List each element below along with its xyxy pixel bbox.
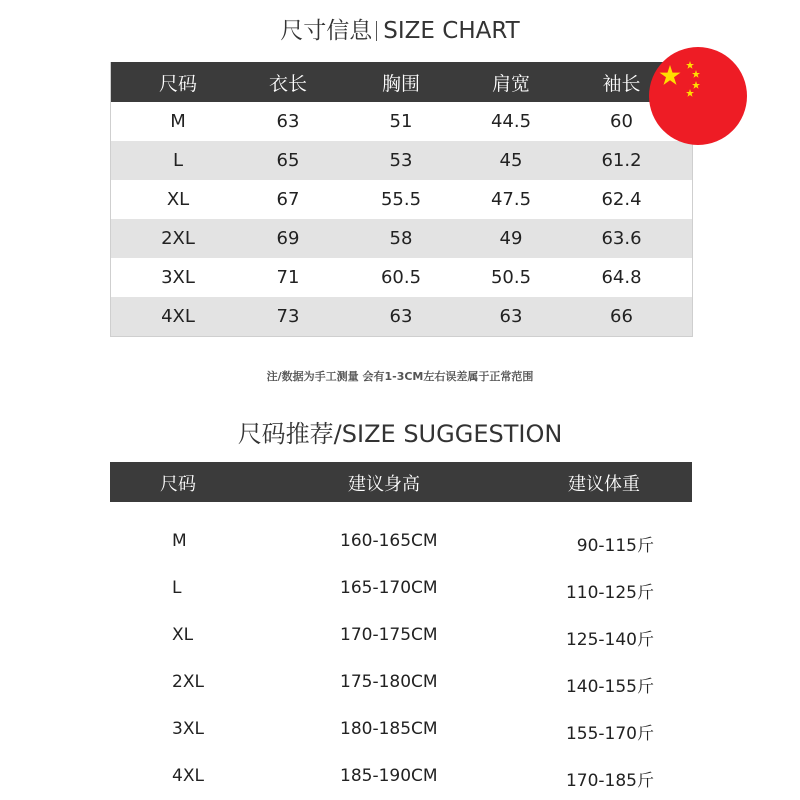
list-item (0, 766, 800, 796)
cell-sleeve: 66 (610, 306, 633, 327)
suggestion-height: 175-180CM (340, 672, 438, 692)
size-chart-title (0, 12, 800, 45)
suggestion-weight: 140-155斤 (565, 677, 654, 697)
table-row (111, 258, 692, 297)
cell-shoulder: 44.5 (490, 111, 532, 132)
list-item (0, 578, 800, 608)
list-item (0, 531, 800, 561)
cell-chest: 63 (389, 306, 413, 327)
suggestion-height: 160-165CM (340, 531, 438, 551)
cell-chest: 53 (389, 150, 413, 171)
suggestion-header-row (110, 462, 692, 502)
cell-size: L (172, 150, 184, 171)
table-row (111, 180, 692, 219)
cell-length: 67 (276, 189, 300, 210)
cell-chest: 51 (389, 111, 413, 132)
cell-length: 63 (276, 111, 300, 132)
title-divider (376, 21, 377, 41)
size-chart-header-row (111, 62, 692, 102)
list-item (0, 672, 800, 702)
header-size: 尺码 (158, 72, 197, 95)
header-height: 建议身高 (348, 474, 420, 495)
cell-shoulder: 45 (499, 150, 523, 171)
header-size: 尺码 (160, 474, 196, 495)
header-chest: 胸围 (381, 72, 420, 95)
measurement-note: 注/数据为手工测量 会有1-3CM左右误差属于正常范围 (266, 370, 534, 383)
cell-chest: 58 (389, 228, 413, 249)
size-suggestion-title: 尺码推荐/SIZE SUGGESTION (237, 420, 563, 448)
cell-sleeve: 62.4 (601, 189, 642, 210)
cell-sleeve: 63.6 (601, 228, 642, 249)
header-weight: 建议体重 (568, 474, 640, 495)
suggestion-size: L (172, 578, 182, 598)
suggestion-size: 4XL (172, 766, 204, 786)
suggestion-weight: 90-115斤 (576, 536, 654, 556)
cell-size: 2XL (161, 228, 195, 249)
table-row (111, 141, 692, 180)
cell-length: 65 (276, 150, 300, 171)
suggestion-height: 180-185CM (340, 719, 438, 739)
cell-size: M (170, 111, 186, 132)
cell-shoulder: 63 (499, 306, 523, 327)
cell-shoulder: 49 (499, 228, 523, 249)
cell-sleeve: 60 (610, 111, 633, 132)
table-row (111, 102, 692, 141)
suggestion-size: 3XL (172, 719, 204, 739)
size-chart-table (110, 62, 693, 337)
cell-shoulder: 47.5 (490, 189, 532, 210)
suggestion-size: M (172, 531, 187, 551)
cell-size: 4XL (161, 306, 195, 327)
table-row (111, 219, 692, 258)
cell-length: 71 (276, 267, 300, 288)
cell-shoulder: 50.5 (490, 267, 532, 288)
cell-length: 73 (276, 306, 300, 327)
suggestion-weight: 110-125斤 (565, 583, 654, 603)
list-item (0, 625, 800, 655)
list-item (0, 719, 800, 749)
suggestion-height: 185-190CM (340, 766, 438, 786)
cell-length: 69 (276, 228, 300, 249)
table-row (111, 297, 692, 336)
header-length: 衣长 (268, 72, 307, 95)
cell-chest: 60.5 (380, 267, 422, 288)
china-flag-icon (649, 47, 747, 145)
suggestion-weight: 170-185斤 (565, 771, 654, 791)
cell-size: XL (166, 189, 190, 210)
cell-sleeve: 61.2 (601, 150, 642, 171)
suggestion-height: 165-170CM (340, 578, 438, 598)
size-chart-title-en: SIZE CHART (383, 18, 520, 44)
cell-size: 3XL (161, 267, 195, 288)
cell-sleeve: 64.8 (601, 267, 642, 288)
suggestion-size: 2XL (172, 672, 204, 692)
suggestion-size: XL (172, 625, 194, 645)
suggestion-weight: 125-140斤 (565, 630, 654, 650)
size-chart-title-cn: 尺寸信息 (280, 18, 373, 44)
header-shoulder: 肩宽 (491, 72, 530, 95)
cell-chest: 55.5 (380, 189, 422, 210)
suggestion-weight: 155-170斤 (565, 724, 654, 744)
suggestion-height: 170-175CM (340, 625, 438, 645)
header-sleeve: 袖长 (602, 72, 641, 95)
